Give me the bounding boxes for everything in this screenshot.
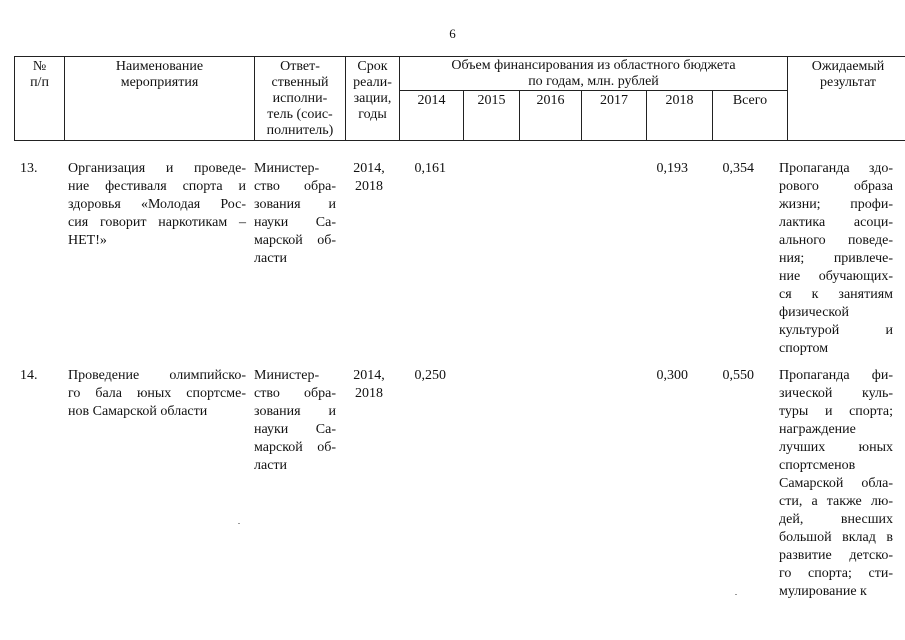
header-responsible — [255, 57, 346, 141]
header-year-2018: 2018 — [647, 91, 713, 141]
text-line: зической куль- — [779, 386, 893, 401]
text-line: лактика асоци- — [779, 215, 893, 230]
text-line: Министер- — [254, 161, 320, 176]
row-number: 13. — [20, 161, 38, 176]
scan-speck — [238, 523, 240, 524]
text-line: НЕТ!» — [68, 233, 107, 248]
text-line: мероприятия — [120, 75, 199, 90]
text-line: Министер- — [254, 368, 320, 383]
text-line: лучших юных — [779, 440, 893, 455]
text-line: ального поведе- — [779, 233, 893, 248]
row-responsible — [254, 367, 336, 475]
text-line: Пропаганда здо- — [779, 161, 893, 176]
row-event-name — [68, 160, 246, 250]
text-line: зования и — [254, 197, 336, 212]
row-value-2014: 0,250 — [414, 368, 446, 383]
text-line: ство обра- — [254, 386, 336, 401]
text-line: результат — [819, 75, 877, 90]
text-line: спортом — [779, 341, 829, 356]
text-line: по годам, млн. рублей — [528, 74, 659, 89]
text-line: ство обра- — [254, 179, 336, 194]
row-value-total: 0,354 — [722, 161, 754, 176]
text-line: ние обучающих- — [779, 269, 893, 284]
text-line: большой вклад в — [779, 530, 893, 545]
text-line: физической — [779, 305, 849, 320]
text-line: Срок — [357, 59, 388, 74]
text-line: жизни; профи- — [779, 197, 893, 212]
text-line: п/п — [30, 75, 49, 90]
text-line: реали- — [353, 75, 392, 90]
header-year-2016: 2016 — [520, 91, 582, 141]
header-year-2014: 2014 — [400, 91, 464, 141]
text-line: туры и спорта; — [779, 404, 893, 419]
row-expected-result — [779, 367, 893, 601]
header-budget — [400, 57, 788, 91]
text-line: исполни- — [272, 91, 328, 106]
text-line: 2018 — [355, 179, 383, 194]
text-line: Ожидаемый — [811, 59, 885, 74]
text-line: Ответ- — [280, 59, 320, 74]
text-line: Пропаганда фи- — [779, 368, 893, 383]
text-line: 2014, — [353, 368, 385, 383]
header-year-2015: 2015 — [464, 91, 520, 141]
header-term — [346, 57, 400, 141]
text-line: ласти — [254, 251, 288, 266]
text-line: го спорта; сти- — [779, 566, 893, 581]
scan-speck — [735, 594, 737, 595]
text-line: ся к занятиям — [779, 287, 893, 302]
row-event-name — [68, 367, 246, 421]
text-line: сти, а также лю- — [779, 494, 893, 509]
text-line: Объем финансирования из областного бюджета — [451, 58, 736, 73]
header-name — [65, 57, 255, 141]
text-line: ние фестиваля спорта и — [68, 179, 246, 194]
text-line: ственный — [271, 75, 329, 90]
row-term — [348, 367, 390, 403]
text-line: науки Са- — [254, 422, 336, 437]
row-value-2018: 0,193 — [656, 161, 688, 176]
text-line: награждение — [779, 422, 856, 437]
text-line: № — [32, 59, 47, 74]
text-line: марской об- — [254, 233, 336, 248]
text-line: зования и — [254, 404, 336, 419]
row-number: 14. — [20, 368, 38, 383]
row-value-2018: 0,300 — [656, 368, 688, 383]
text-line: ласти — [254, 458, 288, 473]
row-term — [348, 160, 390, 196]
text-line: Самарской обла- — [779, 476, 893, 491]
text-line: тель (соис- — [267, 107, 333, 122]
text-line: нов Самарской области — [68, 404, 208, 419]
text-line: го бала юных спортсме- — [68, 386, 246, 401]
text-line: ния; привлече- — [779, 251, 893, 266]
page-number: 6 — [449, 26, 456, 41]
header-num — [15, 57, 65, 141]
text-line: культурой и — [779, 323, 893, 338]
text-line: Проведение олимпийско- — [68, 368, 246, 383]
text-line: рового образа — [779, 179, 893, 194]
table-header — [14, 56, 905, 141]
row-responsible — [254, 160, 336, 268]
text-line: годы — [358, 107, 387, 122]
text-line: марской об- — [254, 440, 336, 455]
text-line: Организация и проведе- — [68, 161, 246, 176]
header-year-total: Всего — [713, 91, 788, 141]
text-line: Наименование — [115, 59, 204, 74]
text-line: спортсменов — [779, 458, 856, 473]
row-expected-result — [779, 160, 893, 358]
row-value-2014: 0,161 — [414, 161, 446, 176]
text-line: 2014, — [353, 161, 385, 176]
text-line: развитие детско- — [779, 548, 893, 563]
text-line: полнитель) — [266, 123, 334, 138]
text-line: здоровья «Молодая Рос- — [68, 197, 246, 212]
text-line: мулирование к — [779, 584, 867, 599]
text-line: 2018 — [355, 386, 383, 401]
text-line: дей, внесших — [779, 512, 893, 527]
row-value-total: 0,550 — [722, 368, 754, 383]
header-year-2017: 2017 — [582, 91, 647, 141]
header-result — [788, 57, 905, 141]
text-line: науки Са- — [254, 215, 336, 230]
text-line: зации, — [353, 91, 392, 106]
text-line: сия говорит наркотикам – — [68, 215, 246, 230]
